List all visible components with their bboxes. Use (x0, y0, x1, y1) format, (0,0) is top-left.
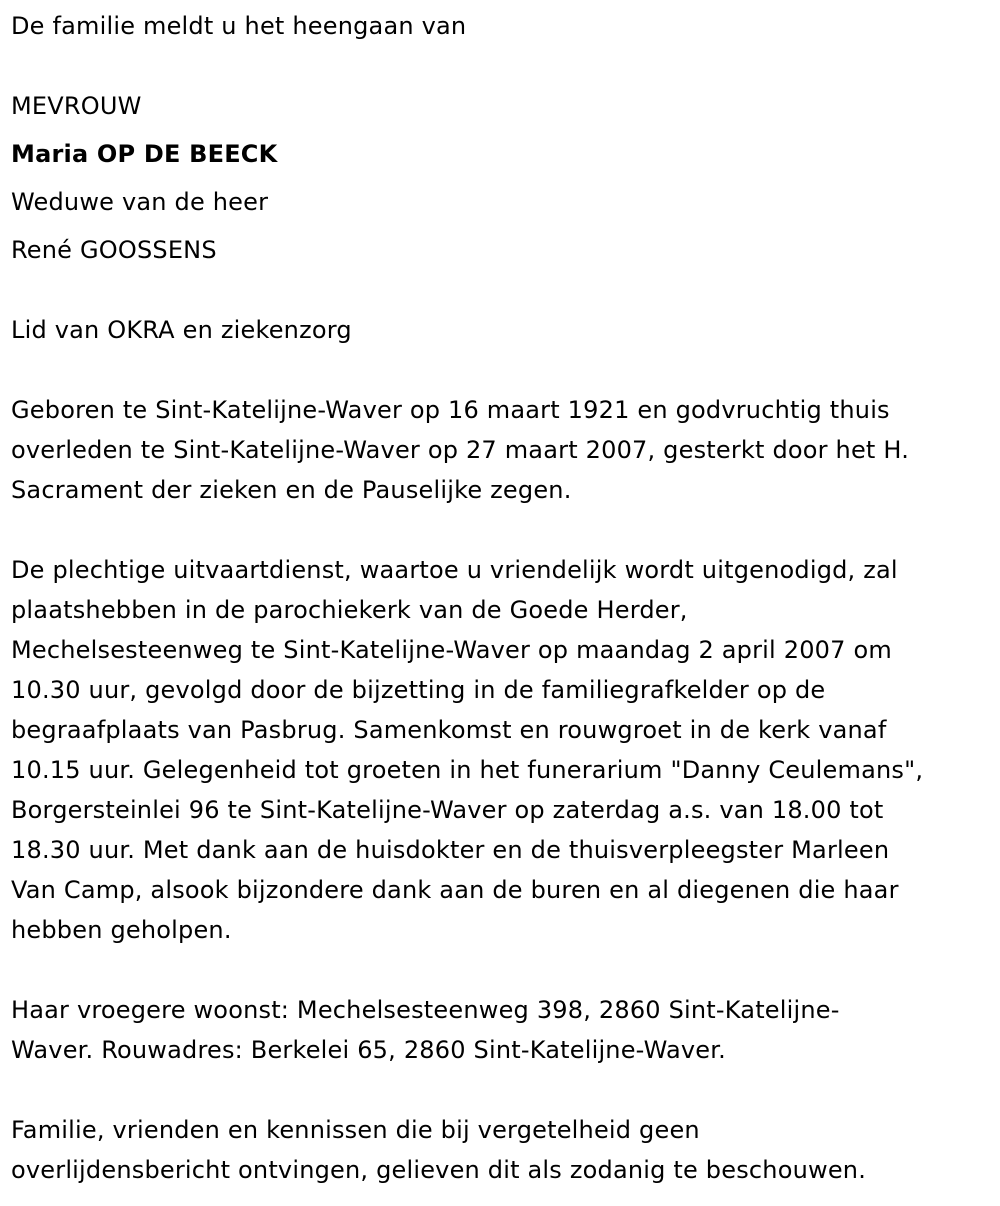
paragraph-line: overlijdensbericht ontvingen, gelieven dit als zodanig te beschouwen. (11, 1156, 867, 1184)
closing-paragraph (11, 1110, 991, 1190)
membership-text: Lid van OKRA en ziekenzorg (11, 316, 352, 344)
widow-of-line: Weduwe van de heer (11, 188, 269, 216)
paragraph-line: plaatshebben in de parochiekerk van de Goede Herder, (11, 596, 688, 624)
salutation: MEVROUW (11, 92, 142, 120)
paragraph-line: Haar vroegere woonst: Mechelsesteenweg 398, 2860 Sint-Katelijne- (11, 996, 840, 1024)
husband-name: René GOOSSENS (11, 236, 217, 264)
spacer (11, 950, 991, 990)
paragraph-line: Sacrament der zieken en de Pauselijke zegen. (11, 476, 572, 504)
paragraph-line: Familie, vrienden en kennissen die bij vergetelheid geen (11, 1116, 700, 1144)
paragraph-line: Van Camp, alsook bijzondere dank aan de buren en al diegenen die haar (11, 876, 899, 904)
paragraph-line: 10.30 uur, gevolgd door de bijzetting in de familiegrafkelder op de (11, 676, 826, 704)
paragraph-line: begraafplaats van Pasbrug. Samenkomst en rouwgroet in de kerk vanaf (11, 716, 887, 744)
paragraph-line: Mechelsesteenweg te Sint-Katelijne-Waver op maandag 2 april 2007 om (11, 636, 892, 664)
paragraph-line: Geboren te Sint-Katelijne-Waver op 16 maart 1921 en godvruchtig thuis (11, 396, 890, 424)
spacer (11, 46, 991, 86)
death-notice (11, 6, 991, 1190)
spacer (11, 1070, 991, 1110)
spacer (11, 350, 991, 390)
birth-death-paragraph (11, 390, 991, 510)
paragraph-line: 10.15 uur. Gelegenheid tot groeten in het funerarium "Danny Ceulemans", (11, 756, 924, 784)
spacer (11, 270, 991, 310)
paragraph-line: hebben geholpen. (11, 916, 232, 944)
funeral-service-paragraph (11, 550, 991, 950)
paragraph-line: De plechtige uitvaartdienst, waartoe u vriendelijk wordt uitgenodigd, zal (11, 556, 898, 584)
paragraph-line: Borgersteinlei 96 te Sint-Katelijne-Waver op zaterdag a.s. van 18.00 tot (11, 796, 884, 824)
intro-text: De familie meldt u het heengaan van (11, 12, 467, 40)
paragraph-line: Waver. Rouwadres: Berkelei 65, 2860 Sint-Katelijne-Waver. (11, 1036, 726, 1064)
address-paragraph (11, 990, 991, 1070)
spacer (11, 510, 991, 550)
paragraph-line: 18.30 uur. Met dank aan de huisdokter en de thuisverpleegster Marleen (11, 836, 890, 864)
paragraph-line: overleden te Sint-Katelijne-Waver op 27 maart 2007, gesterkt door het H. (11, 436, 910, 464)
deceased-name: Maria OP DE BEECK (11, 140, 278, 168)
